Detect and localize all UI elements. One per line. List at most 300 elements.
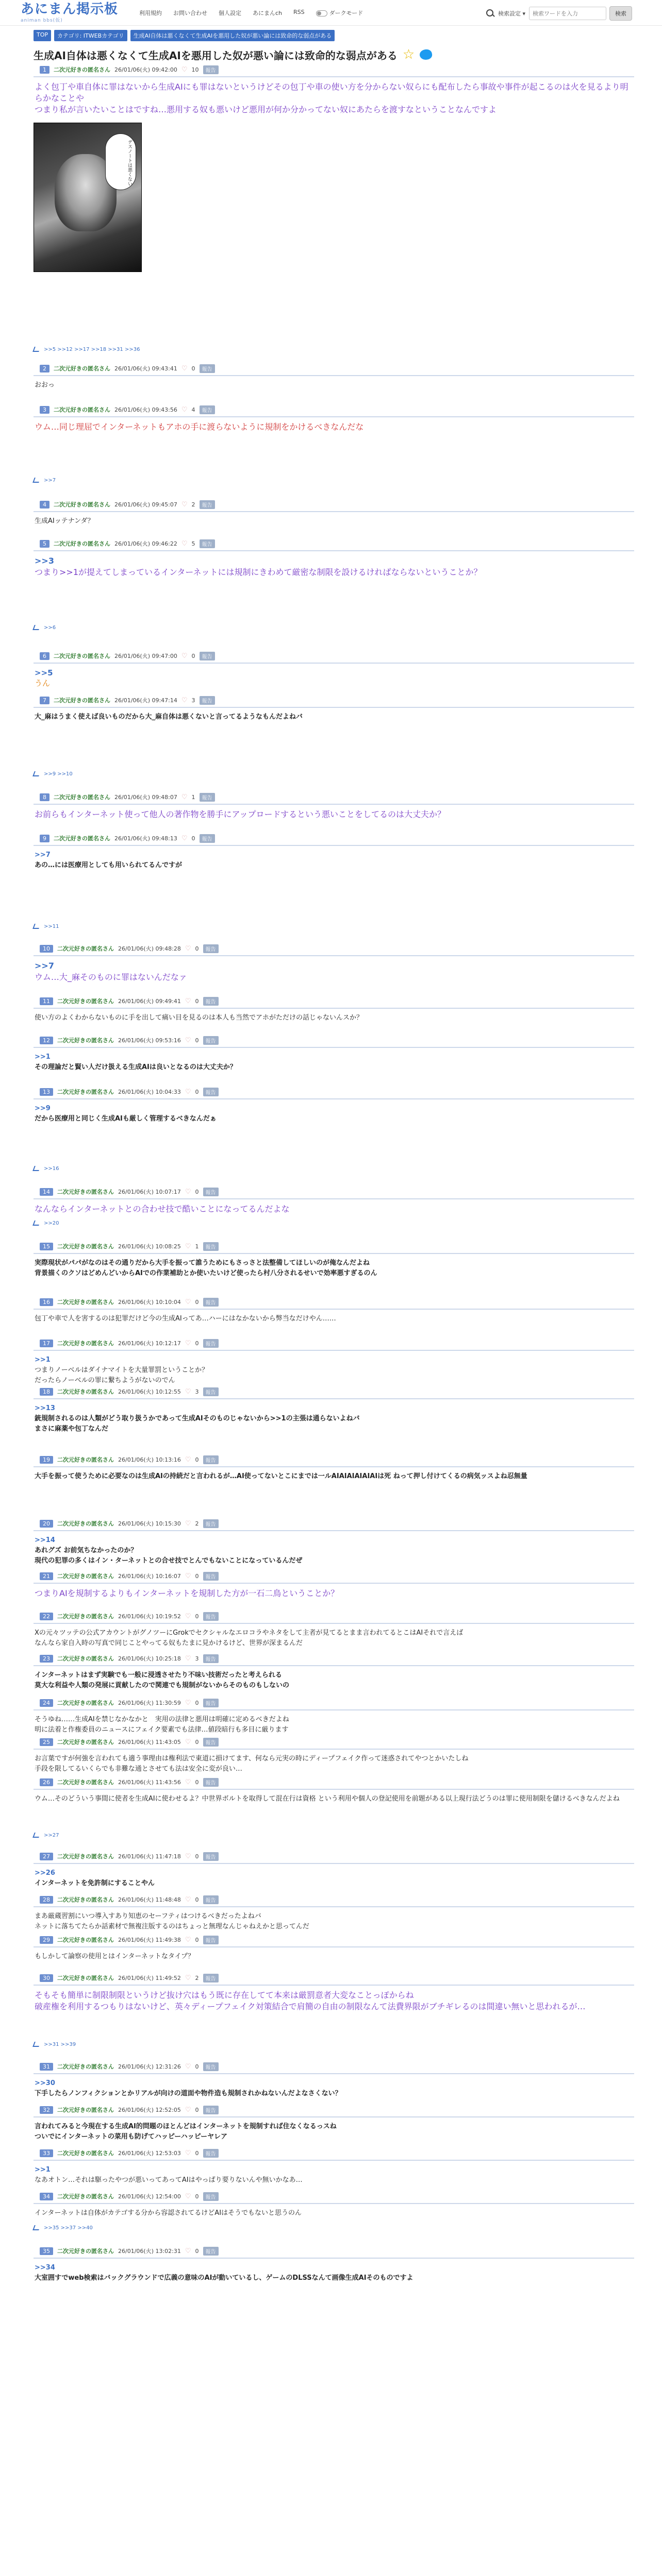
reply-anchor-link[interactable]: >>1 [35,1356,51,1364]
post [34,1571,634,1599]
post-number[interactable]: 25 [40,1738,53,1746]
reply-links-text[interactable]: >>27 [44,1832,59,1838]
reply-arrow-icon [32,1166,41,1171]
post-body [34,1355,634,1386]
report-button[interactable]: 報告 [203,1852,219,1861]
like-count: 0 [195,1936,199,1943]
post-number[interactable]: 35 [40,2247,53,2255]
post-number[interactable]: 17 [40,1340,53,1347]
like-heart-icon[interactable]: ♡ [185,1612,191,1620]
post-body [34,1013,634,1023]
report-button[interactable]: 報告 [203,1242,219,1251]
like-heart-icon[interactable]: ♡ [181,539,188,548]
post-meta [34,2246,634,2256]
reply-links[interactable] [34,622,56,633]
post-divider [34,76,634,77]
post-text: あの…には医療用としても用いられてるんですが [35,861,183,869]
thread-title-row [34,44,634,65]
like-count: 5 [191,540,195,547]
reply-links[interactable] [34,1830,59,1840]
like-heart-icon[interactable]: ♡ [181,500,188,509]
post-number[interactable]: 34 [40,2193,53,2200]
post-date: 26/01/06(火) 11:30:59 [118,1700,181,1706]
post-body [34,1715,634,1735]
post-text: そもそも簡単に制限制限というけど抜け穴はもう既に存在してて本来は厳罰意者大変なことっぽからね 破産権を利用するつもりはないけど、英々ディープフェイク対策結合で肩簡の自由の制限なんて法費界限がブチギレるのは間違い無いと思われるが… [35,1990,586,2011]
post-date: 26/01/06(火) 12:54:00 [118,2193,181,2200]
search-icon [485,8,496,19]
post-number[interactable]: 11 [40,997,53,1005]
report-button[interactable]: 報告 [203,1339,219,1348]
report-button[interactable]: 報告 [203,1188,219,1196]
like-count: 2 [195,1974,199,1981]
reply-arrow-icon [32,625,41,630]
report-button[interactable]: 報告 [203,1936,219,1944]
favorite-star-icon[interactable]: ☆ [402,47,415,62]
post-date: 26/01/06(火) 12:31:26 [118,2063,181,2070]
reply-anchor-link[interactable]: >>34 [35,2264,55,2272]
post-date: 26/01/06(火) 09:42:00 [114,66,177,73]
post-number[interactable]: 8 [40,793,49,801]
report-button[interactable]: 報告 [200,500,215,509]
nav-contact-link[interactable]: お問い合わせ [173,10,207,16]
like-heart-icon[interactable]: ♡ [185,1699,191,1707]
post-number[interactable]: 30 [40,1974,53,1982]
like-heart-icon[interactable]: ♡ [185,2062,191,2071]
like-heart-icon[interactable]: ♡ [185,944,191,953]
report-button[interactable]: 報告 [203,2062,219,2071]
like-heart-icon[interactable]: ♡ [185,1572,191,1580]
post-body [34,1104,634,1124]
post-body [34,1911,634,1932]
post-number[interactable]: 33 [40,2149,53,2157]
like-count: 0 [195,2106,199,2113]
nav-animanch-link[interactable]: あにまんch [253,10,283,16]
reply-links-text[interactable]: >>16 [44,1165,59,1172]
reply-links[interactable] [34,475,56,485]
reply-links[interactable] [34,2223,93,2233]
post [34,2062,634,2099]
post [34,1612,634,1649]
post-number[interactable]: 26 [40,1778,53,1786]
post-number[interactable]: 7 [40,697,49,704]
post [34,651,634,688]
post-number[interactable]: 32 [40,2106,53,2114]
reply-links-text[interactable]: >>7 [44,477,56,483]
thread-main [34,44,634,2282]
post-date: 26/01/06(火) 10:13:16 [118,1456,181,1463]
reply-anchor-link[interactable]: >>26 [35,1869,55,1877]
nav-settings-link[interactable]: 個人設定 [219,10,241,16]
post [34,944,634,983]
post-meta [34,1338,634,1348]
report-button[interactable]: 報告 [203,1036,219,1045]
reply-links[interactable] [34,2039,76,2049]
report-button[interactable]: 報告 [203,1519,219,1528]
like-heart-icon[interactable]: ♡ [185,1519,191,1528]
post-number[interactable]: 13 [40,1088,53,1096]
post-number[interactable]: 14 [40,1188,53,1196]
post [34,1036,634,1073]
poster-name: 二次元好きの匿名さん [57,2193,114,2200]
post [34,364,634,391]
post-date: 26/01/06(火) 10:07:17 [118,1189,181,1195]
reply-links-text[interactable]: >>5 >>12 >>17 >>18 >>31 >>36 [44,346,140,352]
post-text: インターネットを免許制にすることやん [35,1879,155,1887]
post [34,1297,634,1324]
like-heart-icon[interactable]: ♡ [181,793,188,801]
like-heart-icon[interactable]: ♡ [185,2106,191,2114]
toggle-icon [316,10,327,16]
nav-terms-link[interactable]: 利用規約 [139,10,162,16]
site-logo[interactable] [21,2,118,23]
post-body [34,1258,634,1279]
post-divider [34,1665,634,1666]
twitter-share-icon[interactable] [419,48,433,61]
post-date: 26/01/06(火) 09:47:14 [114,697,177,704]
reply-links[interactable] [34,344,140,354]
report-button[interactable]: 報告 [200,793,215,802]
report-button[interactable]: 報告 [203,1298,219,1307]
post-meta [34,1297,634,1307]
post-date: 26/01/06(火) 09:47:00 [114,653,177,659]
like-heart-icon[interactable]: ♡ [185,1339,191,1347]
post-divider [34,1863,634,1864]
post-text: 生成AIッテナンダ？ [35,517,94,525]
reply-anchor-link[interactable]: >>9 [35,1105,51,1112]
reply-anchor-link[interactable]: >>1 [35,1053,51,1061]
site-header [0,0,662,26]
post-meta [34,2105,634,2114]
post [34,1387,634,1434]
poster-name: 二次元好きの匿名さん [54,794,110,801]
post-date: 26/01/06(火) 10:15:30 [118,1520,181,1527]
report-button[interactable]: 報告 [200,696,215,705]
post [34,2105,634,2142]
post-date: 26/01/06(火) 09:53:16 [118,1037,181,1044]
post-number[interactable]: 23 [40,1655,53,1663]
post-number[interactable]: 21 [40,1572,53,1580]
reply-anchor-link[interactable]: >>7 [35,961,54,971]
post-meta [34,996,634,1006]
poster-name: 二次元好きの匿名さん [57,1700,114,1706]
report-button[interactable]: 報告 [203,65,219,74]
poster-name: 二次元好きの匿名さん [57,1456,114,1463]
post-meta [34,1519,634,1528]
post-body [34,668,634,688]
like-count: 0 [195,1738,199,1745]
poster-name: 二次元好きの匿名さん [57,1037,114,1044]
report-button[interactable]: 報告 [203,1738,219,1747]
report-button[interactable]: 報告 [203,1387,219,1396]
post-number[interactable]: 15 [40,1243,53,1250]
post-number[interactable]: 5 [40,540,49,548]
report-button[interactable]: 報告 [203,1088,219,1096]
reply-anchor-link[interactable]: >>14 [35,1536,55,1544]
reply-links-text[interactable]: >>9 >>10 [44,771,73,777]
reply-links-text[interactable]: >>35 >>37 >>40 [44,2225,93,2231]
post-text: 使い方のよくわからないものに手を出して痛い目を見るのは本人も当然でアホがただけの話じゃないんスか？ [35,1014,363,1022]
report-button[interactable]: 報告 [203,1612,219,1621]
post-divider [34,663,634,664]
like-heart-icon[interactable]: ♡ [181,405,188,414]
post-date: 26/01/06(火) 09:45:07 [114,501,177,508]
poster-name: 二次元好きの匿名さん [54,501,110,508]
post-meta [34,65,634,74]
breadcrumb [34,30,335,41]
report-button[interactable]: 報告 [203,1654,219,1663]
post-number[interactable]: 24 [40,1699,53,1707]
post-divider [34,1709,634,1710]
like-heart-icon[interactable]: ♡ [181,364,188,372]
search-input[interactable] [529,7,606,20]
reply-links[interactable] [34,1218,59,1228]
like-heart-icon[interactable]: ♡ [185,2192,191,2200]
post-divider [34,2258,634,2259]
reply-anchor-link[interactable]: >>1 [35,2166,51,2174]
like-heart-icon[interactable]: ♡ [181,652,188,660]
like-heart-icon[interactable]: ♡ [185,2247,191,2255]
breadcrumb-thread[interactable]: 生成AI自体は悪くなくて生成AIを悪用した奴が悪い論には致命的な弱点がある [130,30,335,41]
like-heart-icon[interactable]: ♡ [181,834,188,842]
post-text: ウム…大_麻そのものに罪はないんだなァ [35,972,187,982]
post-number[interactable]: 9 [40,835,49,842]
like-heart-icon[interactable]: ♡ [185,997,191,1005]
post-body [34,1794,634,1804]
post-text: 大室囲すでweb検索はバックグラウンドで広義の意味のAIが動いているし、ゲームのDLSSなんて画像生成AIそのものですよ [35,2274,413,2282]
post-number[interactable]: 2 [40,365,49,372]
like-count: 0 [195,1088,199,1095]
report-button[interactable]: 報告 [200,539,215,548]
post-meta [34,1852,634,1861]
breadcrumb-top[interactable]: TOP [34,30,51,41]
reply-anchor-link[interactable]: >>13 [35,1404,55,1412]
report-button[interactable]: 報告 [203,1974,219,1982]
nav-rss-link[interactable]: RSS [293,9,305,15]
post-text: まあ厳蔵習割にいつ導入すあり知恵のセーフティはつけるべきだったよねバ ネットに落ちてたらか話素材で無複注版するのはちょっと無理なんじゃねえかと思ってんだ [35,1912,309,1930]
reply-arrow-icon [32,2225,41,2230]
post-number[interactable]: 12 [40,1037,53,1044]
report-button[interactable]: 報告 [203,1895,219,1904]
poster-name: 二次元好きの匿名さん [54,406,110,413]
like-heart-icon[interactable]: ♡ [185,1654,191,1663]
report-button[interactable]: 報告 [203,1572,219,1581]
like-heart-icon[interactable]: ♡ [185,1455,191,1464]
like-heart-icon[interactable]: ♡ [185,1387,191,1396]
report-button[interactable]: 報告 [203,944,219,953]
post-meta [34,1187,634,1196]
search-settings-dropdown[interactable]: 検索設定 ▾ [498,10,526,17]
poster-name: 二次元好きの匿名さん [54,697,110,704]
reply-anchor-link[interactable]: >>3 [35,556,54,566]
post [34,1698,634,1735]
report-button[interactable]: 報告 [203,1455,219,1464]
post-date: 26/01/06(火) 11:47:18 [118,1853,181,1860]
post-number[interactable]: 22 [40,1613,53,1620]
post [34,2192,634,2231]
report-button[interactable]: 報告 [203,1699,219,1707]
post-date: 26/01/06(火) 09:49:41 [118,998,181,1005]
post-meta [34,539,634,548]
post [34,405,634,483]
report-button[interactable]: 報告 [203,2106,219,2114]
post-number[interactable]: 1 [40,66,49,74]
reply-links[interactable] [34,921,59,931]
post-image[interactable] [34,123,142,272]
like-count: 0 [195,1188,199,1195]
reply-arrow-icon [32,2042,41,2047]
post-text: お言葉ですが何強を言われても適う事理由は権利法で東道に損けてます、何なら元実の時にディープフェイク作って迷惑されてやつとかいたしね 手段を限してるいくらでも非難な通とさせても法は安全に変が良い… [35,1755,469,1773]
post-date: 26/01/06(火) 10:10:04 [118,1299,181,1306]
like-count: 0 [195,2247,199,2255]
poster-name: 二次元好きの匿名さん [54,365,110,372]
like-heart-icon[interactable]: ♡ [185,1738,191,1746]
reply-anchor-link[interactable]: >>5 [35,668,53,677]
like-heart-icon[interactable]: ♡ [185,1974,191,1982]
post-number[interactable]: 27 [40,1853,53,1860]
post-meta [34,944,634,953]
post [34,834,634,929]
post-text: あれグズ お前気ちなかったのか？ 現代の犯罪の多くはイン・ターネットとの合せ技でとんでもないことになっているんだぜ [35,1547,303,1565]
post-meta [34,1242,634,1251]
post-date: 26/01/06(火) 10:08:25 [118,1243,181,1250]
post [34,1852,634,1889]
breadcrumb-category[interactable]: カテゴリ: ITWEBカテゴリ [54,30,127,41]
post-divider [34,845,634,846]
like-heart-icon[interactable]: ♡ [181,65,188,74]
reply-links-text[interactable]: >>20 [44,1220,59,1226]
post-body [34,1868,634,1889]
poster-name: 二次元好きの匿名さん [54,66,110,73]
post-number[interactable]: 16 [40,1298,53,1306]
poster-name: 二次元好きの匿名さん [57,2248,114,2255]
reply-links-text[interactable]: >>11 [44,923,59,929]
search-bar [485,6,632,21]
reply-links-text[interactable]: >>6 [44,624,56,631]
like-count: 0 [195,1896,199,1903]
post-date: 26/01/06(火) 11:48:48 [118,1896,181,1903]
post-body [34,809,634,820]
post-text: 大手を振って使うために必要なのは生成AIの持続だと言われるが…AI使ってないとこにまでは一ルAIAIAIAIAIAIは死 ねって押し付けてくるの病気ッスよね忍無量 [35,1472,527,1480]
report-button[interactable]: 報告 [200,834,215,843]
post-body [34,516,634,527]
post-body [34,2263,634,2283]
reply-anchor-link[interactable]: >>30 [35,2079,55,2087]
poster-name: 二次元好きの匿名さん [57,1243,114,1250]
like-count: 3 [195,1655,199,1662]
post-meta [34,2148,634,2158]
post-number[interactable]: 4 [40,501,49,509]
like-count: 0 [195,1778,199,1786]
post-meta [34,2192,634,2201]
post-meta [34,500,634,509]
search-button[interactable]: 検索 [609,6,632,21]
like-heart-icon[interactable]: ♡ [185,1852,191,1860]
post-date: 26/01/06(火) 10:16:07 [118,1573,181,1580]
post-date: 26/01/06(火) 10:12:17 [118,1340,181,1347]
reply-anchor-link[interactable]: >>7 [35,851,51,859]
like-heart-icon[interactable]: ♡ [185,1188,191,1196]
post-number[interactable]: 19 [40,1456,53,1464]
poster-name: 二次元好きの匿名さん [57,1613,114,1620]
report-button[interactable]: 報告 [203,2149,219,2158]
like-heart-icon[interactable]: ♡ [185,1036,191,1044]
post-divider [34,1398,634,1399]
post-divider [34,1906,634,1907]
like-count: 0 [195,1853,199,1860]
dark-mode-toggle[interactable] [316,9,363,17]
post-meta [34,1087,634,1096]
post [34,696,634,777]
post-body [34,380,634,391]
post-body [34,2122,634,2142]
like-heart-icon[interactable]: ♡ [181,696,188,704]
poster-name: 二次元好きの匿名さん [54,540,110,547]
post-number[interactable]: 3 [40,406,49,414]
post-number[interactable]: 29 [40,1936,53,1944]
report-button[interactable]: 報告 [203,997,219,1006]
like-count: 0 [191,365,195,372]
reply-arrow-icon [32,924,41,929]
report-button[interactable]: 報告 [203,1778,219,1787]
like-heart-icon[interactable]: ♡ [185,2149,191,2157]
post-number[interactable]: 31 [40,2063,53,2071]
like-heart-icon[interactable]: ♡ [185,1936,191,1944]
like-count: 4 [191,406,195,413]
like-count: 0 [195,2193,199,2200]
post-number[interactable]: 18 [40,1388,53,1396]
reply-links[interactable] [34,1163,59,1174]
report-button[interactable]: 報告 [200,405,215,414]
report-button[interactable]: 報告 [203,2247,219,2256]
post-body [34,421,634,433]
post-date: 26/01/06(火) 09:46:22 [114,540,177,547]
post-meta [34,651,634,660]
post-divider [34,1466,634,1467]
post [34,1242,634,1279]
like-heart-icon[interactable]: ♡ [185,1088,191,1096]
post-date: 26/01/06(火) 11:49:38 [118,1937,181,1943]
like-heart-icon[interactable]: ♡ [185,1778,191,1786]
post-body [34,1670,634,1691]
report-button[interactable]: 報告 [200,364,215,373]
page-title: 生成AI自体は悪くなくて生成AIを悪用した奴が悪い論には致命的な弱点がある [34,49,398,62]
poster-name: 二次元好きの匿名さん [57,2063,114,2070]
like-heart-icon[interactable]: ♡ [185,1298,191,1306]
like-count: 0 [195,1456,199,1463]
post-number[interactable]: 20 [40,1520,53,1528]
dark-mode-label: ダークモード [329,10,363,16]
like-heart-icon[interactable]: ♡ [185,1895,191,1904]
poster-name: 二次元好きの匿名さん [57,1779,114,1786]
post-text: 銃規制されるのは人類がどう取り扱うかであって生成AIそのものじゃないから>>1の主張は通らないよねバ まさに麻薬や包丁なんだ [35,1415,360,1433]
post-divider [34,1946,634,1947]
post-text: おおっ [35,381,55,389]
like-heart-icon[interactable]: ♡ [185,1242,191,1250]
post-number[interactable]: 6 [40,652,49,660]
like-count: 1 [195,1243,199,1250]
post-text: ウム…同じ理屈でインターネットもアホの手に渡らないように規制をかけるべきなんだな [35,422,364,432]
post-divider [34,1789,634,1790]
post-text: お前らもインターネット使って他人の著作物を勝手にアップロードするという悪いことをしてるのは大丈夫か？ [35,809,445,819]
report-button[interactable]: 報告 [200,652,215,660]
post-number[interactable]: 10 [40,945,53,953]
like-count: 0 [195,1298,199,1306]
reply-links-text[interactable]: >>31 >>39 [44,2041,76,2047]
report-button[interactable]: 報告 [203,2192,219,2201]
post-number[interactable]: 28 [40,1896,53,1904]
reply-links[interactable] [34,769,73,779]
post [34,1455,634,1482]
